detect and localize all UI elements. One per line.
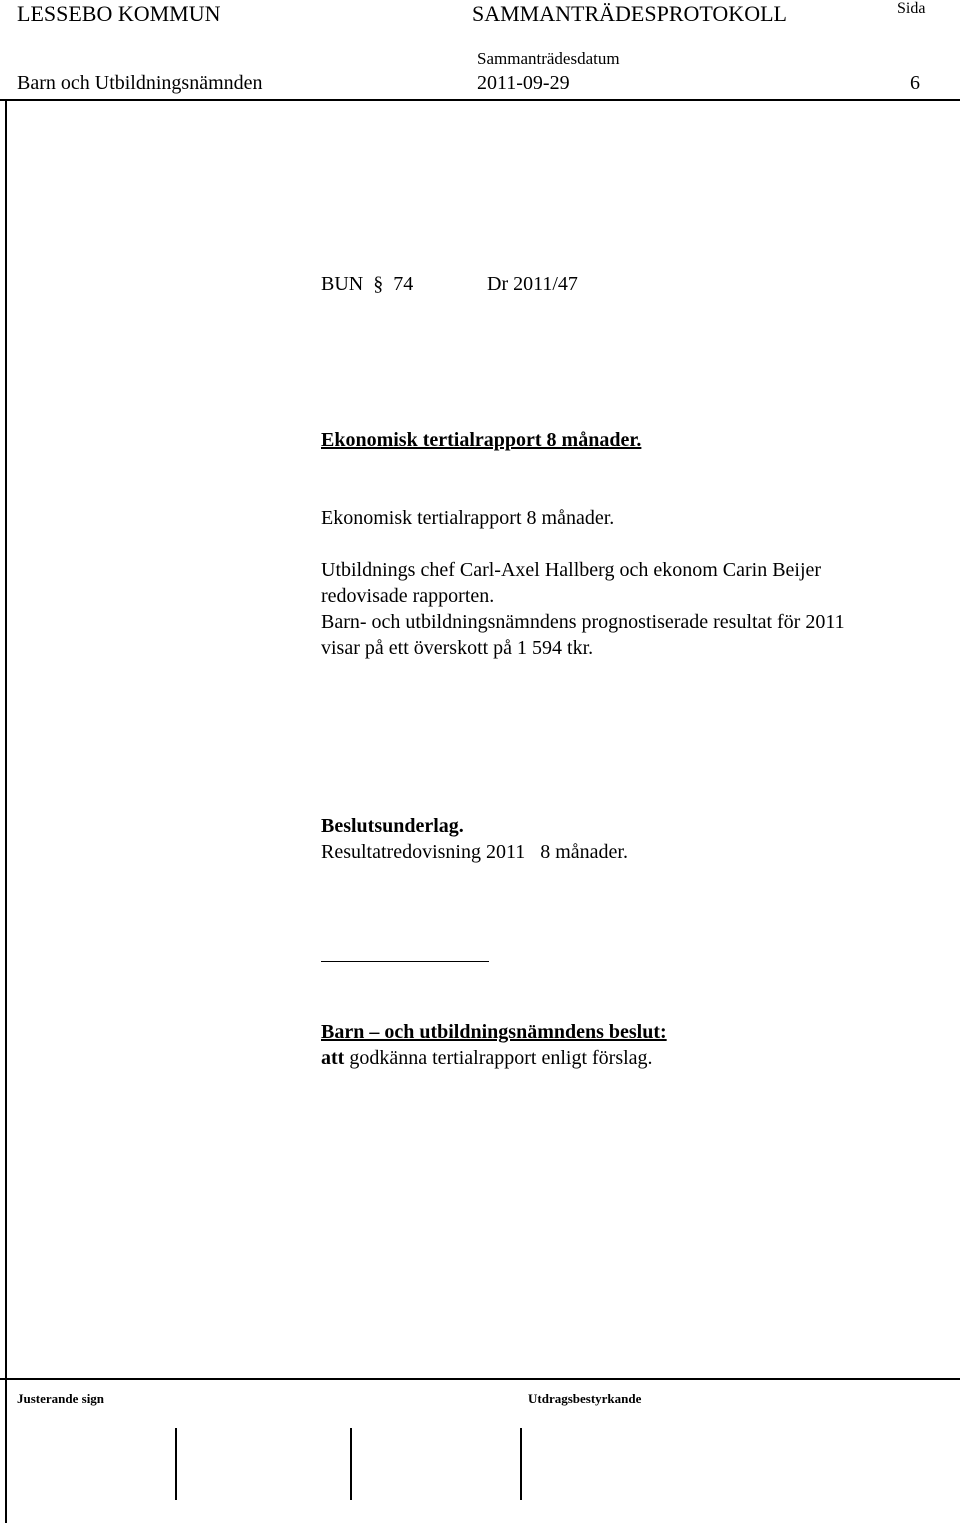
decision-heading: Barn – och utbildningsnämndens beslut:: [321, 1021, 667, 1043]
meeting-date: 2011-09-29: [477, 72, 570, 94]
paragraph-line: visar på ett överskott på 1 594 tkr.: [321, 637, 594, 659]
decision-body: godkänna tertialrapport enligt förslag.: [344, 1047, 653, 1069]
page-number: 6: [910, 72, 920, 94]
section-number: 74: [393, 273, 414, 295]
paragraph-line: Ekonomisk tertialrapport 8 månader.: [321, 507, 615, 529]
paragraph-line: Utbildnings chef Carl-Axel Hallberg och ekonom Carin Beijer: [321, 559, 822, 581]
signature-box-divider: [350, 1428, 352, 1500]
header-divider: [0, 99, 960, 101]
left-margin-rule: [5, 99, 7, 1523]
decision-basis-text: Resultatredovisning 2011 8 månader.: [321, 841, 628, 863]
document-type: SAMMANTRÄDESPROTOKOLL: [472, 1, 787, 26]
paragraph-line: redovisade rapporten.: [321, 585, 495, 607]
page-label: Sida: [897, 0, 926, 17]
item-heading: Ekonomisk tertialrapport 8 månader.: [321, 429, 642, 451]
organization-name: LESSEBO KOMMUN: [17, 1, 221, 26]
adjusting-signature-label: Justerande sign: [17, 1391, 105, 1406]
registration-number: Dr 2011/47: [487, 273, 578, 295]
separator-line: [321, 961, 489, 962]
footer-divider: [0, 1378, 960, 1380]
committee-name: Barn och Utbildningsnämnden: [17, 72, 263, 94]
decision-keyword: att: [321, 1047, 345, 1069]
section-symbol: §: [373, 273, 384, 295]
decision-text: [321, 1047, 653, 1070]
extract-certification-label: Utdragsbestyrkande: [528, 1391, 642, 1406]
case-section: [321, 273, 413, 296]
paragraph-line: Barn- och utbildningsnämndens prognostiserade resultat för 2011: [321, 611, 845, 633]
decision-basis-heading: Beslutsunderlag.: [321, 815, 464, 837]
meeting-date-label: Sammanträdesdatum: [477, 49, 620, 68]
signature-box-divider: [175, 1428, 177, 1500]
committee-code: BUN: [321, 273, 364, 295]
signature-box-divider: [520, 1428, 522, 1500]
